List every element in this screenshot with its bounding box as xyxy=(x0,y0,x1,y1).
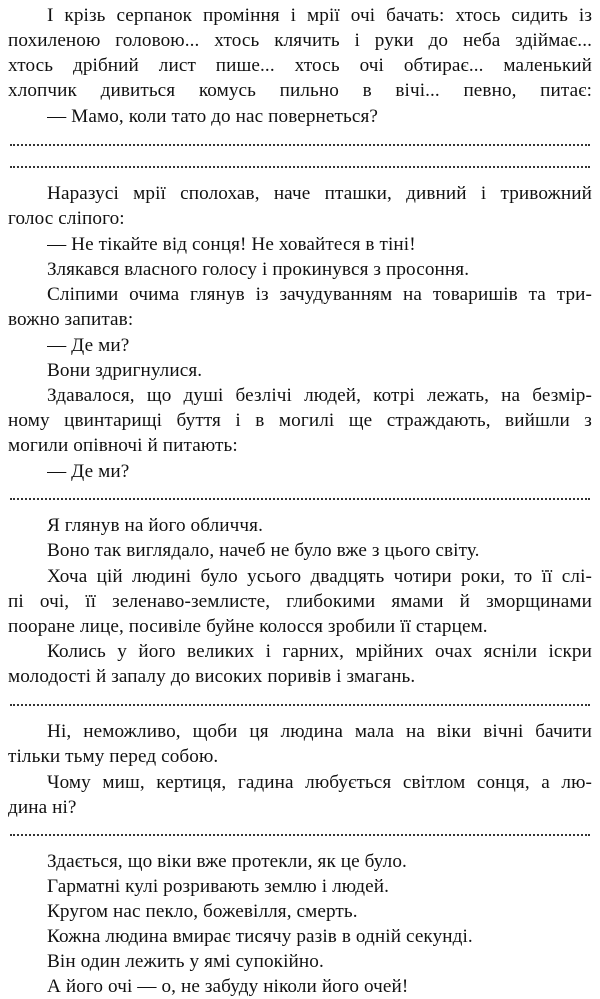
text-line-23: Колись у його великих і гарних, мрійних очах ясніли іскри xyxy=(47,641,592,662)
text-line-15: ному цвинтарищі буття і в могилі ще страждають, вийшли з xyxy=(8,410,592,431)
text-line-19: Воно так виглядало, начеб не було вже з цього світу. xyxy=(47,540,480,561)
text-line-34: А його очі — о, не забуду ніколи його очей! xyxy=(47,976,409,997)
text-line-29: Здається, що віки вже протекли, як це було. xyxy=(47,851,407,872)
text-line-25: Ні, неможливо, щоби ця людина мала на віки вічні бачити xyxy=(47,721,592,742)
text-line-2: похиленою головою... хтось клячить і руки до неба здіймає... xyxy=(8,30,592,51)
text-line-31: Кругом нас пекло, божевілля, смерть. xyxy=(47,901,358,922)
text-line-21: пі очі, її зеленаво-землисте, глибокими ямами й зморщинами xyxy=(8,591,592,612)
text-line-18: Я глянув на його обличчя. xyxy=(47,515,263,536)
dotted-separator-2 xyxy=(10,166,590,168)
text-line-11: вожно запитав: xyxy=(8,309,134,330)
text-line-13: Вони здригнулися. xyxy=(47,360,203,381)
text-line-16: могили опівночі й питають: xyxy=(8,435,238,456)
dotted-separator-1 xyxy=(10,144,590,146)
text-line-17: — Де ми? xyxy=(47,461,130,482)
text-line-26: тільки тьму перед собою. xyxy=(8,746,219,767)
dotted-separator-4 xyxy=(10,704,590,706)
text-line-20: Хоча цій людині було усього двадцять чотири роки, то її слі- xyxy=(47,566,592,587)
text-line-24: молодості й запалу до високих поривів і змагань. xyxy=(8,666,416,687)
text-line-5: — Мамо, коли тато до нас повернеться? xyxy=(47,106,379,127)
text-line-4: хлопчик дивиться комусь пильно в вічі... певно, питає: xyxy=(8,80,592,101)
text-line-9: Злякався власного голосу і прокинувся з просоння. xyxy=(47,259,470,280)
text-line-28: дина ні? xyxy=(8,797,77,818)
text-line-12: — Де ми? xyxy=(47,335,130,356)
text-line-27: Чому миш, кертиця, гадина любується світлом сонця, а лю- xyxy=(47,772,592,793)
text-line-22: пооране лице, посивіле буйне колосся зробили її старцем. xyxy=(8,616,488,637)
dotted-separator-3 xyxy=(10,498,590,500)
text-line-8: — Не тікайте від сонця! Не ховайтеся в тіні! xyxy=(47,234,416,255)
text-line-3: хтось дрібний лист пише... хтось очі обтирає... маленький xyxy=(8,55,592,76)
text-line-14: Здавалося, що душі безлічі людей, котрі лежать, на безмір- xyxy=(47,385,592,406)
text-line-32: Кожна людина вмирає тисячу разів в одній секунді. xyxy=(47,926,473,947)
text-line-33: Він один лежить у ямі супокійно. xyxy=(47,951,324,972)
text-line-10: Сліпими очима глянув із зачудуванням на товаришів та три- xyxy=(47,284,592,305)
text-line-7: голос сліпого: xyxy=(8,208,125,229)
text-line-30: Гарматні кулі розривають землю і людей. xyxy=(47,876,389,897)
dotted-separator-5 xyxy=(10,834,590,836)
text-line-6: Наразусі мрії сполохав, наче пташки, дивний і тривожний xyxy=(47,183,592,204)
text-line-1: І крізь серпанок проміння і мрії очі бачать: хтось сидить із xyxy=(47,5,592,26)
